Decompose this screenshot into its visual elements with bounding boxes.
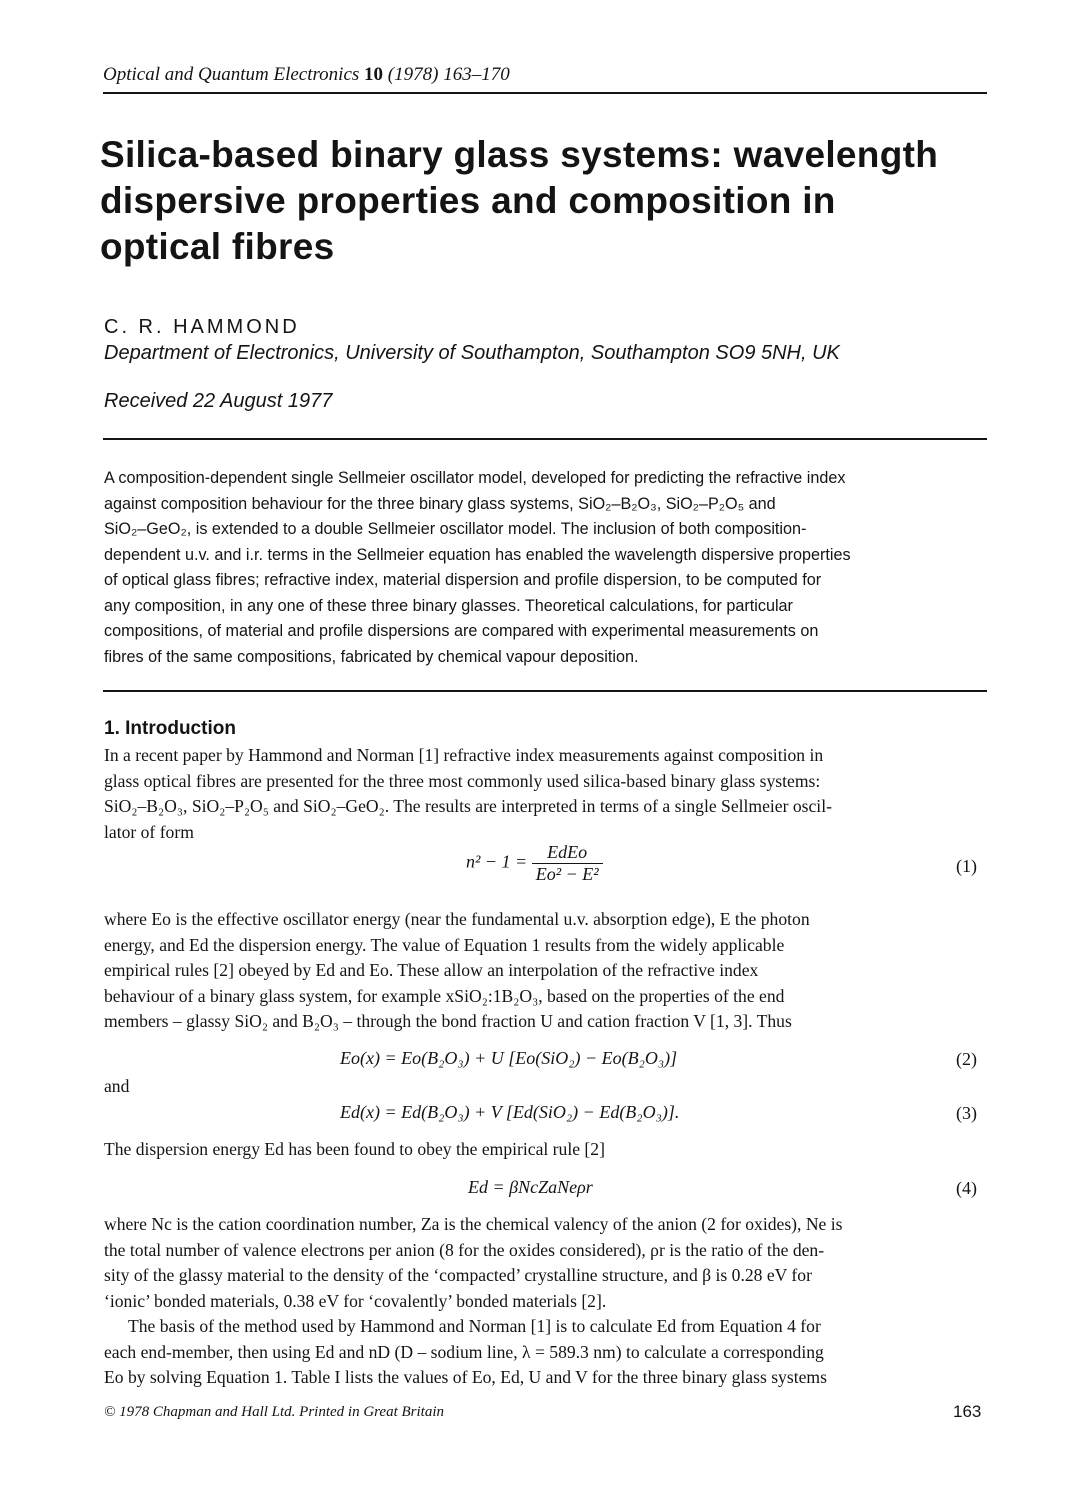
section-heading: 1. Introduction xyxy=(104,718,236,739)
body-line: glass optical fibres are presented for the three most commonly used silica-based binary glass systems: xyxy=(104,770,821,791)
body-line: Eo by solving Equation 1. Table I lists the values of Eo, Ed, U and V for the three binary glass systems xyxy=(104,1367,827,1387)
journal-header xyxy=(103,64,510,86)
equation-1-lhs: n² − 1 = xyxy=(466,851,528,872)
body-line: the total number of valence electrons per anion (8 for the oxides considered), ρr is the ratio of the den- xyxy=(104,1239,825,1260)
equation-1 xyxy=(466,842,603,885)
body-line: The basis of the method used by Hammond and Norman [1] is to calculate Ed from Equation 4 for xyxy=(128,1316,821,1336)
abstract-line: compositions, of material and profile dispersions are compared with experimental measurements on xyxy=(104,622,819,640)
author-affiliation: Department of Electronics, University of Southampton, Southampton SO9 5NH, UK xyxy=(104,342,840,364)
equation-4-number: (4) xyxy=(956,1178,977,1198)
body-line: energy, and Ed the dispersion energy. The value of Equation 1 results from the widely applicable xyxy=(104,934,785,955)
abstract-bottom-rule xyxy=(103,690,987,692)
body-line: and xyxy=(104,1076,130,1096)
journal-year-pages: (1978) 163–170 xyxy=(387,64,510,85)
abstract-line: any composition, in any one of these three binary glasses. Theoretical calculations, for particular xyxy=(104,596,793,615)
equation-2: Eo(x) = Eo(B₂O₃) + U [Eo(SiO₂) − Eo(B₂O₃)] xyxy=(340,1048,678,1068)
title-line: optical fibres xyxy=(100,226,335,267)
equation-2-number: (2) xyxy=(956,1049,977,1069)
abstract-line: of optical glass fibres; refractive index, material dispersion and profile dispersion, to be computed for xyxy=(104,571,822,589)
body-line: where Nc is the cation coordination number, Za is the chemical valency of the anion (2 for oxides), Ne is xyxy=(104,1214,843,1234)
paragraph-1 xyxy=(104,743,988,845)
equation-4: Ed = βNcZaNeρr xyxy=(468,1177,593,1197)
body-line: The dispersion energy Ed has been found to obey the empirical rule [2] xyxy=(104,1139,605,1159)
abstract-line: against composition behaviour for the three binary glass systems, SiO₂–B₂O₃, SiO₂–P₂O₅ and xyxy=(104,494,776,513)
equation-1-fraction xyxy=(532,842,603,885)
article-title xyxy=(100,132,1000,270)
journal-volume: 10 xyxy=(364,64,384,85)
body-line: sity of the glassy material to the density of the ‘compacted’ crystalline structure, and β is 0.28 eV for xyxy=(104,1265,812,1285)
equation-3-number: (3) xyxy=(956,1103,977,1123)
received-date: Received 22 August 1977 xyxy=(104,390,333,412)
title-line: Silica-based binary glass systems: wavelength xyxy=(100,134,939,175)
body-line: lator of form xyxy=(104,821,194,842)
body-line: where Eo is the effective oscillator energy (near the fundamental u.v. absorption edge), E the photon xyxy=(104,909,810,929)
equation-1-numerator: EdEo xyxy=(532,842,603,864)
copyright-notice: © 1978 Chapman and Hall Ltd. Printed in Great Britain xyxy=(104,1404,445,1420)
abstract-line: fibres of the same compositions, fabricated by chemical vapour deposition. xyxy=(104,647,639,666)
author-name: C. R. HAMMOND xyxy=(104,316,300,338)
journal-name: Optical and Quantum Electronics xyxy=(103,64,360,85)
body-line: SiO₂–B₂O₃, SiO₂–P₂O₅ and SiO₂–GeO₂. The results are interpreted in terms of a single Sellmeier oscil- xyxy=(104,796,832,816)
equation-1-denominator: Eo² − E² xyxy=(535,864,599,884)
body-line: members – glassy SiO₂ and B₂O₃ – through the bond fraction U and cation fraction V [1, 3]. Thus xyxy=(104,1011,792,1031)
equation-3: Ed(x) = Ed(B₂O₃) + V [Ed(SiO₂) − Ed(B₂O₃)]. xyxy=(340,1102,680,1122)
page-number: 163 xyxy=(953,1402,982,1421)
title-line: dispersive properties and composition in xyxy=(100,180,836,221)
abstract-line: SiO₂–GeO₂, is extended to a double Sellmeier oscillator model. The inclusion of both composition- xyxy=(104,520,807,538)
abstract-line: A composition-dependent single Sellmeier oscillator model, developed for predicting the refractive index xyxy=(104,469,846,487)
body-line: empirical rules [2] obeyed by Ed and Eo. These allow an interpolation of the refractive index xyxy=(104,960,759,980)
body-line: behaviour of a binary glass system, for example xSiO₂:1B₂O₃, based on the properties of the end xyxy=(104,985,785,1006)
equation-1-number: (1) xyxy=(956,856,977,876)
paragraph-3 xyxy=(104,1137,988,1163)
abstract-top-rule xyxy=(103,438,987,440)
body-line: ‘ionic’ bonded materials, 0.38 eV for ‘covalently’ bonded materials [2]. xyxy=(104,1290,607,1311)
body-line: In a recent paper by Hammond and Norman [1] refractive index measurements against composition in xyxy=(104,745,824,765)
paragraph-4 xyxy=(104,1212,988,1314)
abstract-line: dependent u.v. and i.r. terms in the Sellmeier equation has enabled the wavelength dispersive properties xyxy=(104,545,851,564)
abstract xyxy=(104,466,988,670)
body-line: each end-member, then using Ed and nD (D – sodium line, λ = 589.3 nm) to calculate a corresponding xyxy=(104,1341,824,1362)
header-rule xyxy=(103,92,987,94)
paragraph-5 xyxy=(104,1314,988,1391)
paragraph-2 xyxy=(104,907,988,1035)
and-connector xyxy=(104,1074,988,1100)
